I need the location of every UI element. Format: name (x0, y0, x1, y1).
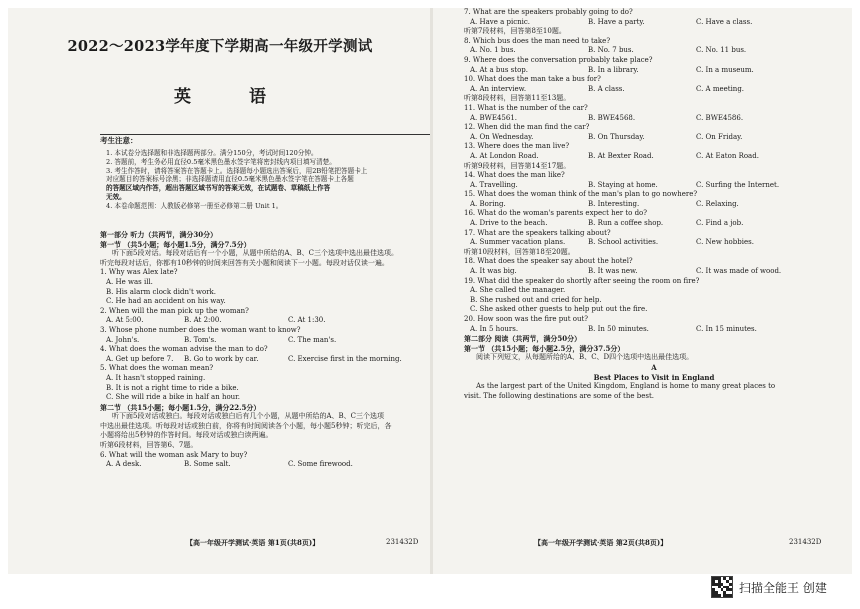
question-1-stem: 1. Why was Alex late? (100, 268, 178, 277)
listening-material-note: 听第6段材料，回答第6、7题。 (100, 441, 198, 450)
page-2-footer: 【高一年级开学测试·英语 第2页(共8页)】 (534, 538, 668, 547)
note-line: 4. 本卷命题范围：人教版必修第一册至必修第二册 Unit 1。 (106, 201, 283, 210)
reading-section1-heading: 第一节 （共15小题；每小题2.5分，满分37.5分） (464, 343, 625, 353)
question-5-option-b: B. It is not a right time to ride a bike. (106, 383, 239, 392)
question-12-option-a: A. On Wednesday. (470, 132, 534, 141)
exam-title: 2022～2023学年度下学期高一年级开学测试 (67, 38, 373, 55)
question-17-option-b: B. School activities. (588, 238, 659, 247)
question-16-option-a: A. Drive to the beach. (470, 219, 548, 228)
question-7-option-b: B. Have a party. (588, 17, 645, 26)
question-20-option-a: A. In 5 hours. (470, 324, 519, 333)
exam-notes (100, 149, 430, 211)
question-8-option-b: B. No. 7 bus. (588, 46, 634, 55)
question-4-stem: 4. What does the woman advise the man to do? (100, 345, 268, 354)
note-line: 无效。 (106, 192, 126, 201)
question-4-option-b: B. Go to work by car. (184, 354, 259, 363)
exam-page-1 (8, 8, 432, 574)
question-10-option-b: B. A class. (588, 84, 625, 93)
question-5-option-c: C. She will ride a bike in half an hour. (106, 393, 240, 402)
question-13-option-c: C. At Eaton Road. (696, 151, 759, 160)
question-19-stem: 19. What did the speaker do shortly after seeing the room on fire? (464, 276, 700, 285)
question-20-stem: 20. How soon was the fire put out? (464, 315, 589, 323)
question-15-option-c: C. Relaxing. (696, 199, 739, 208)
question-9-option-c: C. In a museum. (696, 65, 754, 74)
question-14-option-c: C. Surfing the Internet. (696, 180, 780, 189)
qr-code-icon (711, 576, 733, 598)
passage-title: Best Places to Visit in England (593, 372, 715, 382)
question-19-option-c: C. She asked other guests to help put out the fire. (470, 305, 648, 314)
scanned-exam-sheet (8, 8, 852, 574)
listening-section-2-continued (464, 8, 844, 401)
question-8-option-c: C. No. 11 bus. (696, 46, 747, 55)
question-2-option-b: B. At 2:00. (184, 316, 222, 325)
question-15-option-b: B. Interesting. (588, 199, 640, 208)
passage-letter: A (651, 362, 657, 372)
question-18-stem: 18. What does the speaker say about the hotel? (464, 257, 633, 266)
note-line: 2. 答题前，考生务必用直径0.5毫米黑色墨水签字笔将密封线内项目填写清楚。 (106, 157, 336, 166)
question-6-option-b: B. Some salt. (184, 460, 231, 469)
question-13-option-b: B. At Bexter Road. (588, 151, 654, 160)
question-10-option-a: A. An interview. (470, 84, 527, 93)
question-5-option-a: A. It hasn't stopped raining. (106, 373, 206, 382)
question-14-option-a: A. Travelling. (470, 180, 518, 189)
question-9-option-a: A. At a bus stop. (470, 65, 529, 74)
question-15-stem: 15. What does the woman think of the man's plan to go nowhere? (464, 190, 698, 199)
question-10-option-c: C. A meeting. (696, 84, 745, 93)
question-19-option-b: B. She rushed out and cried for help. (470, 295, 602, 304)
section1-heading: 第一节 （共5小题；每小题1.5分，满分7.5分） (100, 239, 251, 249)
question-4-option-c: C. Exercise first in the morning. (288, 354, 402, 363)
passage-line: As the largest part of the United Kingdom, England is home to many great places to (476, 382, 776, 391)
question-1-option-c: C. He had an accident on his way. (106, 297, 226, 306)
question-19-option-a: A. She called the manager. (470, 286, 566, 295)
question-3-option-c: C. The man's. (288, 335, 337, 344)
question-12-option-b: B. On Thursday. (588, 132, 645, 141)
listening-section-1 (100, 230, 430, 470)
passage-line: visit. The following destinations are some of the best. (464, 391, 654, 400)
question-20-option-b: B. In 50 minutes. (588, 324, 649, 333)
question-9-option-b: B. In a library. (588, 65, 639, 74)
question-7-option-c: C. Have a class. (696, 17, 753, 26)
question-6-stem: 6. What will the woman ask Mary to buy? (100, 450, 248, 459)
question-7-stem: 7. What are the speakers probably going to do? (464, 8, 633, 16)
instruction-line: 小题将给出5秒钟的作答时间。每段对话或独白读两遍。 (100, 431, 273, 440)
note-line: 的答题区域内作答，超出答题区域书写的答案无效，在试题卷、草稿纸上作答 (106, 184, 331, 193)
notice-title: 考生注意： (100, 136, 138, 145)
question-13-stem: 13. Where does the man live? (464, 142, 570, 151)
instruction-line: 听下面5段对话。每段对话后有一个小题，从题中所给的A、B、C三个选项中选出最佳选项。 (112, 249, 399, 258)
question-11-option-c: C. BWE4586. (696, 113, 744, 122)
question-1-option-a: A. He was ill. (106, 277, 153, 286)
question-2-option-c: C. At 1:30. (288, 316, 326, 325)
question-2-option-a: A. At 5:00. (106, 316, 144, 325)
page-1-footer: 【高一年级开学测试·英语 第1页(共8页)】 (186, 538, 320, 547)
note-line: 3. 考生作答时，请将答案答在答题卡上。选择题每小题选出答案后，用2B铅笔把答题卡上 (106, 166, 368, 175)
question-8-option-a: A. No. 1 bus. (470, 46, 516, 55)
question-10-stem: 10. What does the man take a bus for? (464, 75, 601, 84)
part2-heading: 第二部分 阅读（共两节，满分50分） (464, 334, 582, 344)
instruction-line: 中选出最佳选项。听每段对话或独白前，你将有时间阅读各个小题，每小题5秒钟；听完后，各 (100, 421, 392, 430)
listening-material-note: 听第8段材料，回答第11至13题。 (464, 94, 571, 103)
question-14-stem: 14. What does the man like? (464, 171, 565, 180)
notice-divider (100, 134, 430, 135)
question-18-option-b: B. It was new. (588, 267, 638, 276)
section2-heading: 第二节 （共15小题；每小题1.5分，满分22.5分） (100, 402, 261, 412)
watermark-text: 扫描全能王 创建 (739, 580, 827, 595)
question-11-stem: 11. What is the number of the car? (464, 103, 588, 112)
question-8-stem: 8. Which bus does the man need to take? (464, 36, 611, 45)
question-1-option-b: B. His alarm clock didn't work. (106, 287, 217, 296)
question-7-option-a: A. Have a picnic. (470, 17, 531, 26)
question-3-option-a: A. John's. (106, 335, 140, 344)
part1-heading: 第一部分 听力（共两节，满分30分） (100, 230, 218, 239)
scanner-watermark (711, 575, 827, 599)
subject-title: 英 语 (174, 87, 292, 107)
question-9-stem: 9. Where does the conversation probably take place? (464, 55, 653, 64)
question-6-option-c: C. Some firewood. (288, 460, 353, 469)
question-16-option-b: B. Run a coffee shop. (588, 219, 664, 228)
notice-heading-block (100, 136, 430, 146)
listening-material-note: 听第10段材料，回答第18至20题。 (464, 247, 575, 256)
question-13-option-a: A. At London Road. (470, 151, 539, 160)
question-2-stem: 2. When will the man pick up the woman? (100, 306, 249, 315)
question-12-option-c: C. On Friday. (696, 132, 743, 141)
question-14-option-b: B. Staying at home. (588, 180, 658, 189)
question-18-option-a: A. It was big. (470, 267, 517, 276)
question-12-stem: 12. When did the man find the car? (464, 123, 590, 132)
question-11-option-a: A. BWE4561. (470, 113, 517, 122)
question-15-option-a: A. Boring. (470, 199, 506, 208)
question-4-option-a: A. Get up before 7. (106, 354, 174, 363)
question-3-stem: 3. Whose phone number does the woman want to know? (100, 325, 301, 334)
page-1-code: 231432D (386, 538, 419, 546)
listening-material-note: 听第7段材料，回答第8至10题。 (464, 27, 566, 36)
question-17-stem: 17. What are the speakers talking about? (464, 228, 611, 237)
page-separator (430, 8, 433, 574)
question-6-option-a: A. A desk. (106, 460, 142, 469)
question-3-option-b: B. Tom's. (184, 335, 217, 344)
question-18-option-c: C. It was made of wood. (696, 267, 782, 276)
question-11-option-b: B. BWE4568. (588, 113, 636, 122)
question-17-option-c: C. New hobbies. (696, 238, 754, 247)
page-2-code: 231432D (789, 538, 822, 546)
note-line: 对应题目的答案标号涂黑；非选择题请用直径0.5毫米黑色墨水签字笔在答题卡上各题 (106, 175, 354, 184)
note-line: 1. 本试卷分选择题和非选择题两部分。满分150分，考试时间120分钟。 (106, 149, 318, 157)
question-16-stem: 16. What do the woman's parents expect her to do? (464, 209, 648, 218)
question-17-option-a: A. Summer vacation plans. (470, 238, 566, 247)
question-5-stem: 5. What does the woman mean? (100, 364, 214, 373)
listening-material-note: 听第9段材料，回答第14至17题。 (464, 161, 571, 170)
instruction-line: 听完每段对话后，你都有10秒钟的时间来回答有关小题和阅读下一小题。每段对话仅读一遍。 (100, 258, 389, 267)
reading-instruction: 阅读下列短文，从每题所给的A、B、C、D四个选项中选出最佳选项。 (476, 353, 694, 362)
question-16-option-c: C. Find a job. (696, 219, 744, 228)
instruction-line: 听下面5段对话或独白。每段对话或独白后有几个小题，从题中所给的A、B、C三个选项 (112, 412, 385, 421)
question-20-option-c: C. In 15 minutes. (696, 324, 757, 333)
